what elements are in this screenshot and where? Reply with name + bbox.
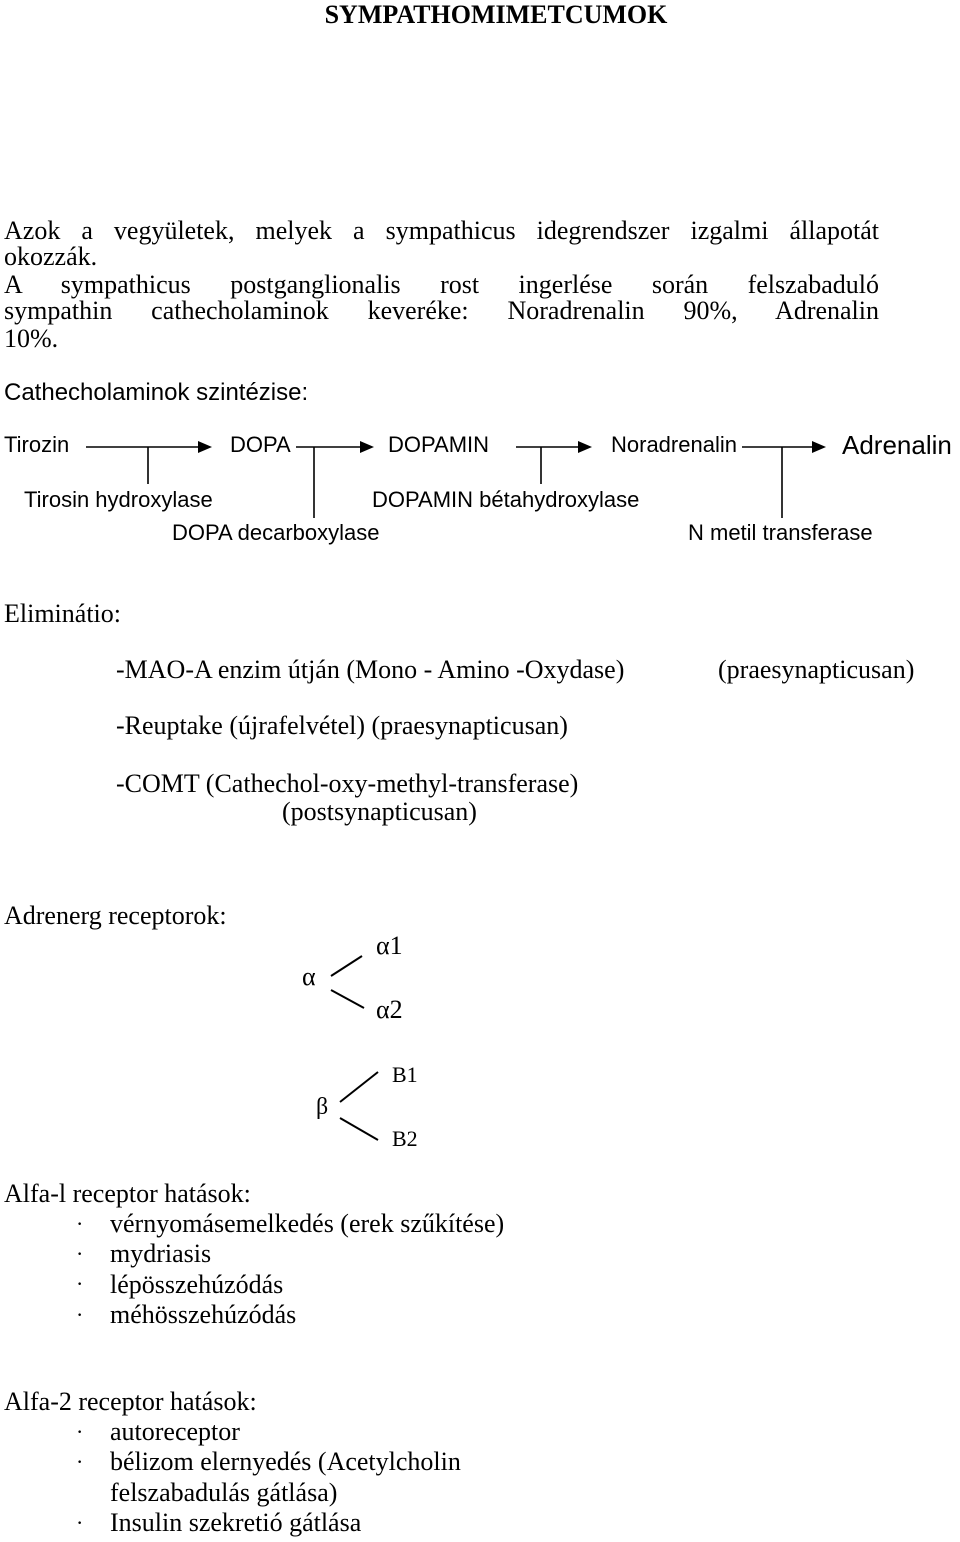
- enzyme-dopamin-betahydroxylase: DOPAMIN bétahydroxylase: [372, 487, 640, 512]
- beta1-label: B1: [392, 1062, 418, 1087]
- alfa2-item-2-cont: felszabadulás gátlása): [110, 1478, 338, 1507]
- arrowhead-2: [360, 441, 374, 453]
- elimination-heading: Eliminátio:: [4, 599, 121, 628]
- intro-line-3: A sympathicus postganglionalis rost ingerlése során felszabaduló: [4, 270, 879, 299]
- elimination-mao: -MAO-A enzim útján (Mono - Amino -Oxydase): [116, 655, 625, 684]
- alfa2-item-1: autoreceptor: [110, 1417, 240, 1446]
- alpha2-label: α2: [376, 995, 403, 1024]
- alpha1-label: α1: [376, 931, 403, 960]
- intro-line-5: 10%.: [4, 324, 59, 353]
- alpha-symbol: α: [302, 962, 316, 991]
- elimination-comt: -COMT (Cathechol-oxy-methyl-transferase): [116, 769, 579, 798]
- intro-line-4: sympathin cathecholaminok keveréke: Noradrenalin 90%, Adrenalin: [4, 296, 879, 325]
- alfa1-item-2: mydriasis: [110, 1239, 212, 1268]
- elimination-comt-site: (postsynapticusan): [282, 797, 477, 826]
- alfa1-bullet-2: ·: [76, 1241, 84, 1266]
- step-dopamin: DOPAMIN: [388, 432, 490, 457]
- alfa2-bullet-3: ·: [76, 1510, 84, 1535]
- step-tirozin: Tirozin: [4, 432, 70, 457]
- alfa2-bullet-1: ·: [76, 1419, 84, 1444]
- alfa1-item-4: méhösszehúzódás: [110, 1300, 297, 1329]
- intro-line-1: Azok a vegyületek, melyek a sympathicus idegrendszer izgalmi állapotát: [4, 216, 879, 245]
- alfa2-heading: Alfa-2 receptor hatások:: [4, 1387, 257, 1416]
- elimination-reuptake: -Reuptake (újrafelvétel) (praesynapticusan): [116, 711, 568, 740]
- elimination-mao-site: (praesynapticusan): [718, 655, 915, 684]
- alfa2-item-2: bélizom elernyedés (Acetylcholin: [110, 1447, 461, 1476]
- enzyme-dopa-decarboxylase: DOPA decarboxylase: [172, 520, 380, 545]
- enzyme-n-metil-transferase: N metil transferase: [688, 520, 873, 545]
- alpha-branch-lower: [331, 990, 364, 1008]
- alfa1-item-1: vérnyomásemelkedés (erek szűkítése): [110, 1209, 505, 1238]
- alpha-branch-upper: [331, 956, 362, 976]
- alfa2-bullet-2: ·: [76, 1449, 84, 1474]
- step-noradrenalin: Noradrenalin: [611, 432, 737, 457]
- page-title: SYMPATHOMIMETCUMOK: [324, 0, 668, 29]
- beta-symbol: β: [316, 1094, 329, 1120]
- enzyme-tirosin-hydroxylase: Tirosin hydroxylase: [24, 487, 213, 512]
- beta-branch-lower: [340, 1118, 378, 1140]
- arrowhead-4: [812, 441, 826, 453]
- alfa1-bullet-1: ·: [76, 1211, 84, 1236]
- beta-branch-upper: [340, 1072, 378, 1102]
- arrowhead-1: [198, 441, 212, 453]
- alfa1-bullet-4: ·: [76, 1302, 84, 1327]
- receptors-heading: Adrenerg receptorok:: [4, 901, 227, 930]
- step-adrenalin: Adrenalin: [842, 430, 952, 460]
- alfa1-bullet-3: ·: [76, 1271, 84, 1296]
- step-dopa: DOPA: [230, 432, 291, 457]
- arrowhead-3: [578, 441, 592, 453]
- beta2-label: B2: [392, 1126, 418, 1151]
- alfa1-heading: Alfa-l receptor hatások:: [4, 1179, 251, 1208]
- synthesis-heading: Cathecholaminok szintézise:: [4, 379, 309, 406]
- intro-line-2: okozzák.: [4, 242, 98, 271]
- alfa2-item-3: Insulin szekretió gátlása: [110, 1508, 362, 1537]
- alfa1-item-3: lépösszehúzódás: [110, 1270, 284, 1299]
